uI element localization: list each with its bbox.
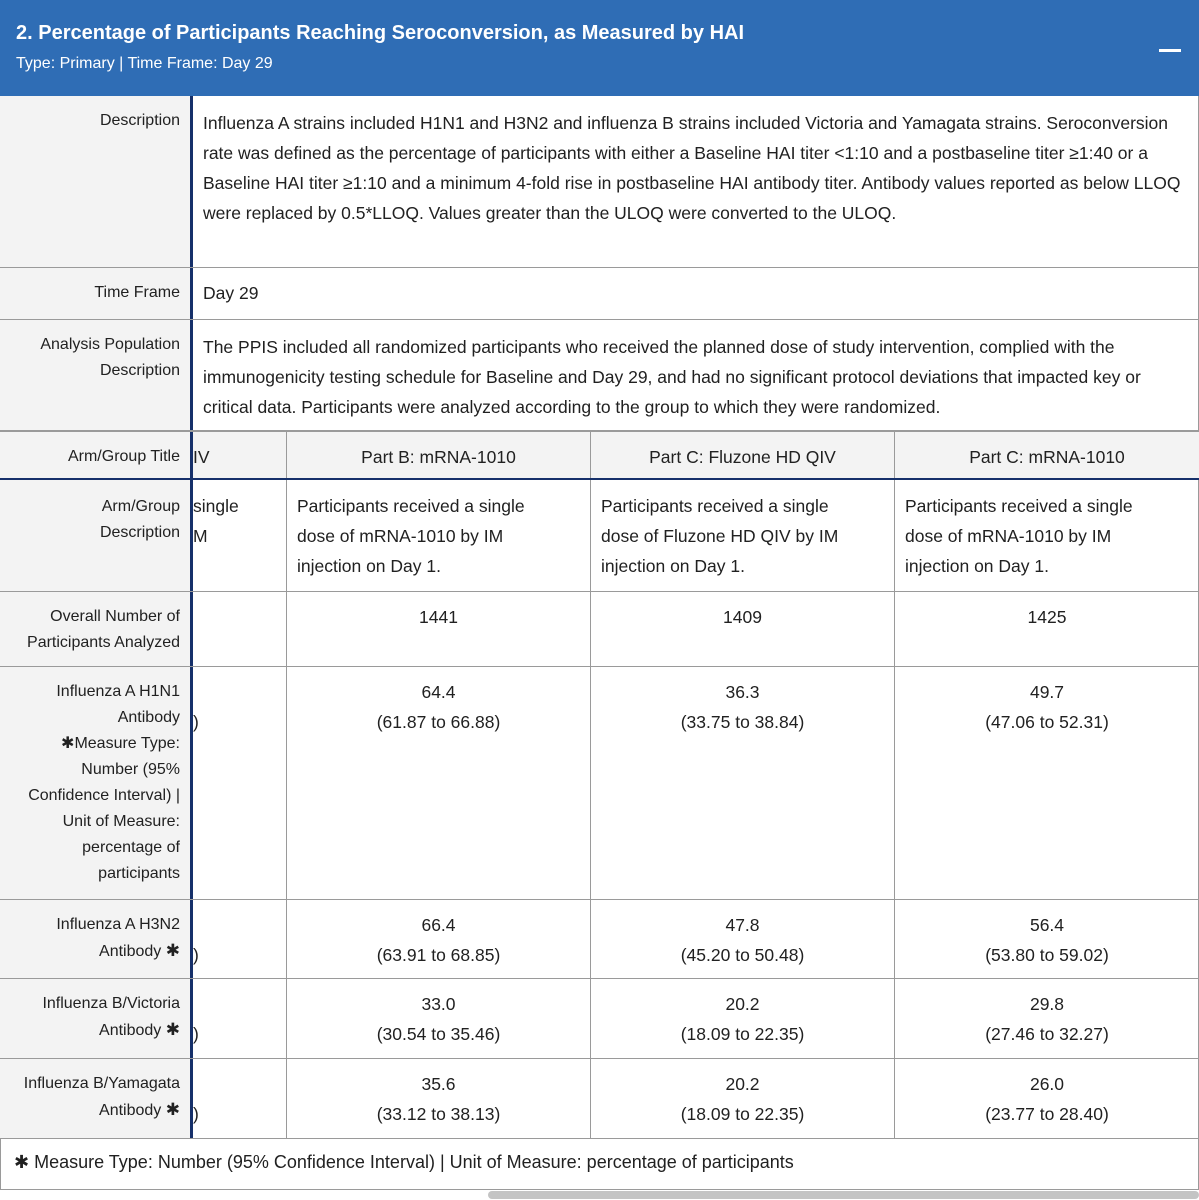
description-row <box>0 96 1199 267</box>
arm-title-row <box>0 430 1199 480</box>
measure-row-b-yamagata <box>0 1058 1199 1138</box>
scrollbar-thumb[interactable] <box>488 1191 1199 1199</box>
measure-value: 66.4 (63.91 to 68.85) <box>286 900 590 978</box>
measure-title: 2. Percentage of Participants Reaching Seroconversion, as Measured by HAI <box>16 22 745 44</box>
measure-row-b-victoria <box>0 978 1199 1058</box>
measure-label: Influenza B/Victoria Antibody ✱ <box>0 979 190 1058</box>
measure-truncated: ) <box>193 712 199 732</box>
description-text: Influenza A strains included H1N1 and H3N2 and influenza B strains included Victoria and Yamagata strains. Seroconversion rate was defined as the percentage of participants with either a Baseline HAI titer <1:10 and a postbaseline titer ≥1:40 or a Baseline HAI titer ≥1:10 and a minimum 4-fold rise in postbaseline HAI antibody titer. Antibody values reported as below LLOQ were replaced by 0.5*LLOQ. Values greater than the ULOQ were converted to the ULOQ. <box>203 113 1181 223</box>
measure-value: 29.8 (27.46 to 32.27) <box>894 979 1199 1058</box>
measure-value: 64.4 (61.87 to 66.88) <box>286 667 590 899</box>
overall-number-value: 1441 <box>286 592 590 666</box>
footnote: ✱ Measure Type: Number (95% Confidence Interval) | Unit of Measure: percentage of participants <box>14 1152 794 1172</box>
column-separator <box>190 667 193 899</box>
overall-number-value: 1425 <box>894 592 1199 666</box>
measure-row-h3n2 <box>0 899 1199 978</box>
column-separator <box>190 592 193 666</box>
minus-icon[interactable] <box>1159 30 1181 56</box>
analysis-population-row <box>0 319 1199 430</box>
measure-value: 47.8 (45.20 to 50.48) <box>590 900 894 978</box>
measure-truncated: ) <box>193 945 199 965</box>
analysis-population-label: Analysis Population Description <box>0 320 190 430</box>
measure-value: 20.2 (18.09 to 22.35) <box>590 979 894 1058</box>
time-frame-value: Day 29 <box>203 283 259 303</box>
measure-truncated: ) <box>193 1104 199 1124</box>
arm-description-part-b-mrna: Participants received a single dose of mRNA-1010 by IM injection on Day 1. <box>286 480 590 591</box>
arm-title-truncated: IV <box>193 447 210 467</box>
column-separator <box>190 96 193 267</box>
asterisk-icon: ✱ <box>165 1100 180 1119</box>
arm-description-row <box>0 480 1199 591</box>
measure-subtitle: Type: Primary | Time Frame: Day 29 <box>16 55 273 72</box>
measure-row-h1n1 <box>0 666 1199 899</box>
arm-title-part-b-mrna: Part B: mRNA-1010 <box>286 432 590 478</box>
time-frame-row <box>0 267 1199 319</box>
measure-label: Influenza A H3N2 Antibody ✱ <box>0 900 190 978</box>
measure-value: 49.7 (47.06 to 52.31) <box>894 667 1199 899</box>
arm-title-part-c-mrna: Part C: mRNA-1010 <box>894 432 1199 478</box>
arm-description-part-c-mrna: Participants received a single dose of mRNA-1010 by IM injection on Day 1. <box>894 480 1199 591</box>
measure-header[interactable] <box>0 0 1199 96</box>
overall-number-row <box>0 591 1199 666</box>
overall-number-value: 1409 <box>590 592 894 666</box>
measure-value: 35.6 (33.12 to 38.13) <box>286 1059 590 1138</box>
column-separator <box>190 268 193 319</box>
column-separator <box>190 320 193 430</box>
description-label: Description <box>0 96 190 267</box>
arm-title-part-c-fluzone: Part C: Fluzone HD QIV <box>590 432 894 478</box>
analysis-population-text: The PPIS included all randomized participants who received the planned dose of study intervention, complied with the immunogenicity testing schedule for Baseline and Day 29, and had no significant protocol deviations that impacted key or critical data. Participants were analyzed according to the group to which they were randomized. <box>203 337 1141 417</box>
asterisk-icon: ✱ <box>165 1020 180 1039</box>
arm-description-truncated: single M <box>193 496 239 546</box>
arm-description-part-c-fluzone: Participants received a single dose of Fluzone HD QIV by IM injection on Day 1. <box>590 480 894 591</box>
measure-value: 33.0 (30.54 to 35.46) <box>286 979 590 1058</box>
measure-value: 56.4 (53.80 to 59.02) <box>894 900 1199 978</box>
measure-truncated: ) <box>193 1024 199 1044</box>
arm-title-label: Arm/Group Title <box>67 448 180 465</box>
measure-label: Influenza B/Yamagata Antibody ✱ <box>0 1059 190 1138</box>
measure-label: Influenza A H1N1 Antibody ✱Measure Type: Number (95% Confidence Interval) | Unit of Measure: percentage of participants <box>0 667 190 899</box>
arm-description-label: Arm/Group Description <box>0 480 190 591</box>
time-frame-label: Time Frame <box>0 268 190 319</box>
measure-value: 26.0 (23.77 to 28.40) <box>894 1059 1199 1138</box>
measure-value: 36.3 (33.75 to 38.84) <box>590 667 894 899</box>
overall-number-label: Overall Number of Participants Analyzed <box>0 592 190 666</box>
measure-value: 20.2 (18.09 to 22.35) <box>590 1059 894 1138</box>
asterisk-icon: ✱ <box>165 941 180 960</box>
